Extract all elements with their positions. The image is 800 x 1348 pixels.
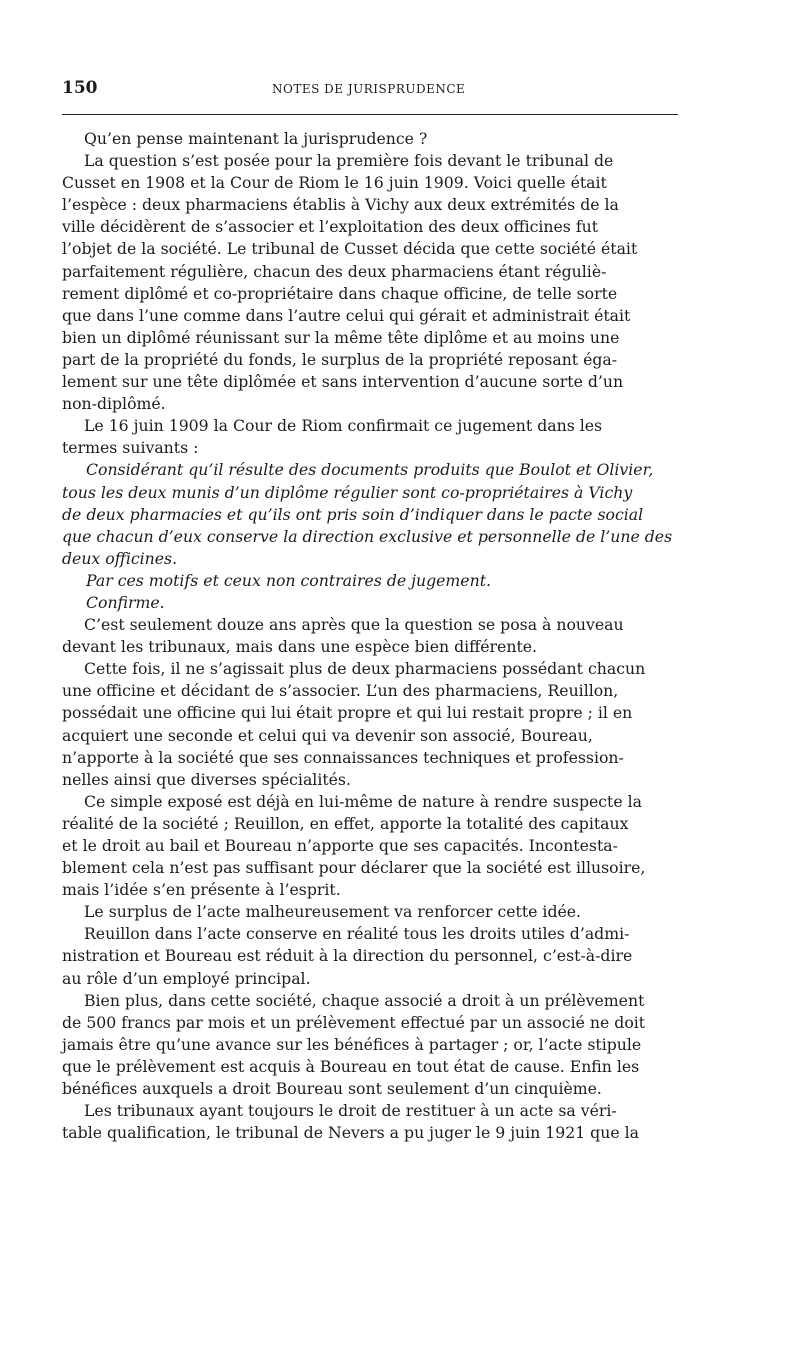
text-line: que le prélèvement est acquis à Boureau en tout état de cause. Enfin les <box>62 1056 640 1076</box>
text-line: l’objet de la société. Le tribunal de Cusset décida que cette société était <box>62 239 638 259</box>
text-line: Reuillon dans l’acte conserve en réalité tous les droits utiles d’admi- <box>84 924 630 944</box>
text-line: que dans l’une comme dans l’autre celui qui gérait et administrait était <box>62 305 631 325</box>
text-line: parfaitement régulière, chacun des deux pharmaciens étant réguliè- <box>62 261 607 281</box>
text-line: possédait une officine qui lui était propre et qui lui restait propre ; il en <box>62 703 633 723</box>
text-line: Qu’en pense maintenant la jurisprudence ? <box>84 129 428 148</box>
quote-line: tous les deux munis d’un diplôme régulier sont co-propriétaires à Vichy <box>62 482 633 502</box>
text-line: et le droit au bail et Boureau n’apporte que ses capacités. Incontesta- <box>62 836 618 855</box>
text-line: lement sur une tête diplômée et sans intervention d’aucune sorte d’un <box>62 372 624 392</box>
text-line: Le surplus de l’acte malheureusement va renforcer cette idée. <box>84 902 582 922</box>
text-line: réalité de la société ; Reuillon, en effet, apporte la totalité des capitaux <box>62 813 629 833</box>
text-line: Ce simple exposé est déjà en lui-même de nature à rendre suspecte la <box>84 791 643 811</box>
text-line: Cette fois, il ne s’agissait plus de deux pharmaciens possédant chacun <box>84 659 646 679</box>
text-line: une officine et décidant de s’associer. L’un des pharmaciens, Reuillon, <box>62 681 619 701</box>
text-line: La question s’est posée pour la première fois devant le tribunal de <box>84 151 614 171</box>
body-text <box>62 128 692 1144</box>
running-head: NOTES DE JURISPRUDENCE <box>272 82 466 96</box>
text-line: non-diplômé. <box>62 394 166 414</box>
text-line: devant les tribunaux, mais dans une espèce bien différente. <box>62 637 538 657</box>
text-line: termes suivants : <box>62 438 199 458</box>
text-line: acquiert une seconde et celui qui va devenir son associé, Boureau, <box>62 725 593 745</box>
text-line: de 500 francs par mois et un prélèvement effectué par un associé ne doit <box>62 1012 646 1032</box>
text-line: part de la propriété du fonds, le surplus de la propriété reposant éga- <box>62 349 618 369</box>
text-line: Bien plus, dans cette société, chaque associé a droit à un prélèvement <box>84 990 645 1010</box>
text-line: l’espèce : deux pharmaciens établis à Vichy aux deux extrémités de la <box>62 195 619 215</box>
text-line: au rôle d’un employé principal. <box>62 968 311 988</box>
text-line: rement diplômé et co-propriétaire dans chaque officine, de telle sorte <box>62 283 618 303</box>
text-line: blement cela n’est pas suffisant pour déclarer que la société est illusoire, <box>62 858 646 878</box>
text-line: bénéfices auxquels a droit Boureau sont seulement d’un cinquième. <box>62 1079 602 1099</box>
text-line: Les tribunaux ayant toujours le droit de restituer à un acte sa véri- <box>84 1101 617 1121</box>
text-line: Le 16 juin 1909 la Cour de Riom confirmait ce jugement dans les <box>84 416 603 436</box>
text-line: jamais être qu’une avance sur les bénéfices à partager ; or, l’acte stipule <box>62 1034 642 1054</box>
text-line: bien un diplômé réunissant sur la même tête diplôme et au moins une <box>62 327 620 347</box>
page-number: 150 <box>62 78 98 98</box>
quote-line: Considérant qu’il résulte des documents produits que Boulot et Olivier, <box>86 460 654 480</box>
quote-line: Par ces motifs et ceux non contraires de jugement. <box>86 570 491 590</box>
text-line: C’est seulement douze ans après que la question se posa à nouveau <box>84 615 624 635</box>
text-line: nistration et Boureau est réduit à la direction du personnel, c’est-à-dire <box>62 946 633 966</box>
text-line: mais l’idée s’en présente à l’esprit. <box>62 880 341 900</box>
header-rule <box>62 114 678 115</box>
quote-line: deux officines. <box>62 548 178 568</box>
text-line: table qualification, le tribunal de Nevers a pu juger le 9 juin 1921 que la <box>62 1123 639 1143</box>
text-line: nelles ainsi que diverses spécialités. <box>62 769 351 789</box>
quote-line: que chacun d’eux conserve la direction exclusive et personnelle de l’une des <box>62 526 673 546</box>
quote-line: Confirme. <box>86 592 165 612</box>
text-line: ville décidèrent de s’associer et l’exploitation des deux officines fut <box>62 217 599 237</box>
text-line: n’apporte à la société que ses connaissances techniques et profession- <box>62 747 624 767</box>
text-line: Cusset en 1908 et la Cour de Riom le 16 juin 1909. Voici quelle était <box>62 173 607 193</box>
quote-line: de deux pharmacies et qu’ils ont pris soin d’indiquer dans le pacte social <box>62 504 644 524</box>
page-header <box>62 78 678 102</box>
